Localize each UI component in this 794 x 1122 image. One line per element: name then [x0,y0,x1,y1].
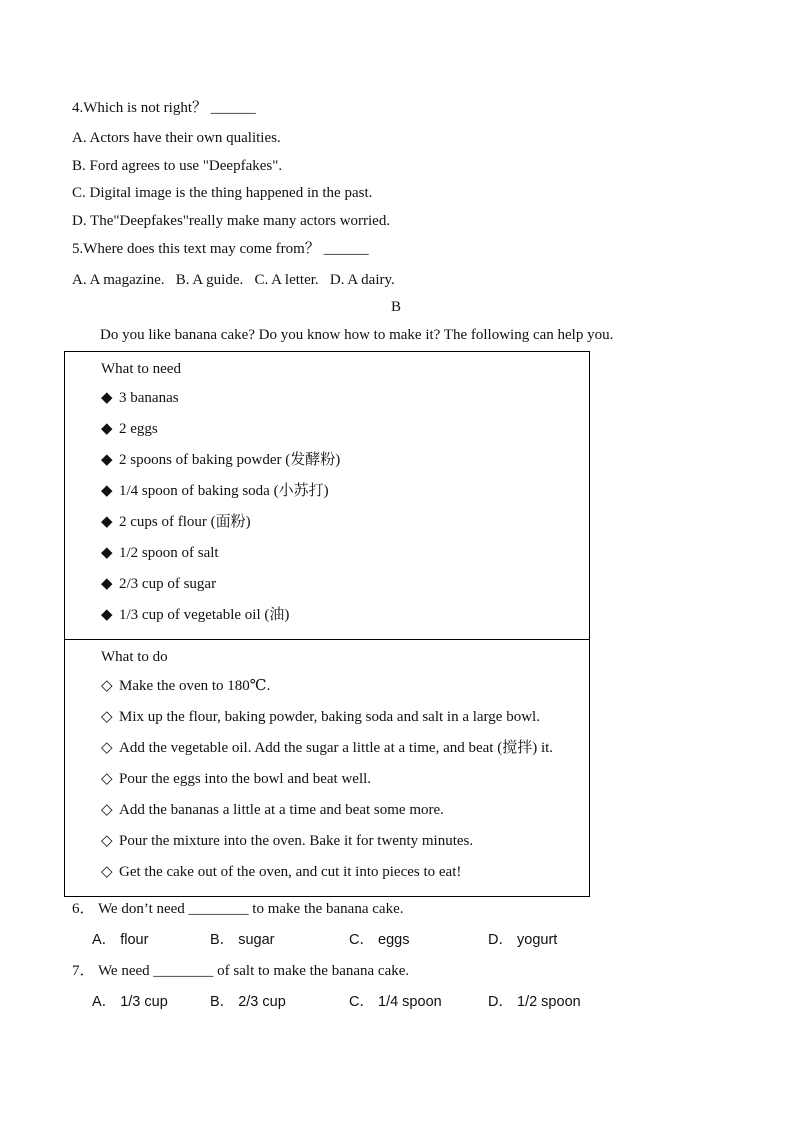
steps-heading: What to do [101,649,168,665]
q7-option-c: C． 1/4 spoon [349,994,442,1010]
step-item: ◇ Mix up the flour, baking powder, baking soda and salt in a large bowl. [101,709,540,725]
q6-option-a: A． flour [92,932,149,948]
q4-stem: 4.Which is not right？ ______ [72,100,256,116]
filled-diamond-icon: ◆ [101,545,113,561]
ingredient-item: ◆ 2 cups of flour (面粉) [101,514,251,530]
hollow-diamond-icon: ◇ [101,802,113,818]
q5-option-c: C. A letter. [254,272,319,288]
filled-diamond-icon: ◆ [101,576,113,592]
ingredient-item: ◆ 2/3 cup of sugar [101,576,217,592]
q4-option-c: C. Digital image is the thing happened in the past. [72,185,373,201]
step-item: ◇ Make the oven to 180℃. [101,678,271,694]
q7-option-b: B． 2/3 cup [210,994,286,1010]
step-item: ◇ Pour the mixture into the oven. Bake it for twenty minutes. [101,833,474,849]
q5-options [72,271,395,289]
step-item: ◇ Get the cake out of the oven, and cut it into pieces to eat! [101,864,462,880]
filled-diamond-icon: ◆ [101,421,113,437]
hollow-diamond-icon: ◇ [101,771,113,787]
ingredient-item: ◆ 2 spoons of baking powder (发酵粉) [101,452,341,468]
q6-stem: 6． We don’t need ________ to make the banana cake. [72,901,404,917]
step-item: ◇ Add the bananas a little at a time and beat some more. [101,802,444,818]
hollow-diamond-icon: ◇ [101,709,113,725]
q5-stem: 5.Where does this text may come from？ ______ [72,241,369,257]
hollow-diamond-icon: ◇ [101,864,113,880]
ingredients-box [64,351,590,640]
step-item: ◇ Add the vegetable oil. Add the sugar a little at a time, and beat (搅拌) it. [101,740,554,756]
q7-option-a: A． 1/3 cup [92,994,168,1010]
q6-option-d: D． yogurt [488,932,558,948]
q6-option-b: B． sugar [210,932,275,948]
q5-option-d: D. A dairy. [329,272,395,288]
filled-diamond-icon: ◆ [101,514,113,530]
q5-option-a: A. A magazine. [72,272,165,288]
q7-option-d: D． 1/2 spoon [488,994,581,1010]
ingredient-item: ◆ 2 eggs [101,421,158,437]
q4-option-d: D. The"Deepfakes"really make many actors worried. [72,213,391,229]
q5-option-b: B. A guide. [175,272,244,288]
hollow-diamond-icon: ◇ [101,833,113,849]
ingredient-item: ◆ 1/3 cup of vegetable oil (油) [101,607,290,623]
hollow-diamond-icon: ◇ [101,678,113,694]
q4-option-b: B. Ford agrees to use "Deepfakes". [72,158,283,174]
section-letter: B [391,299,402,315]
q7-stem: 7． We need ________ of salt to make the banana cake. [72,963,410,979]
filled-diamond-icon: ◆ [101,607,113,623]
filled-diamond-icon: ◆ [101,390,113,406]
step-item: ◇ Pour the eggs into the bowl and beat well. [101,771,372,787]
filled-diamond-icon: ◆ [101,452,113,468]
ingredient-item: ◆ 3 bananas [101,390,179,406]
ingredients-heading: What to need [101,361,181,377]
q4-option-a: A. Actors have their own qualities. [72,130,281,146]
steps-box [64,639,590,897]
filled-diamond-icon: ◆ [101,483,113,499]
hollow-diamond-icon: ◇ [101,740,113,756]
ingredient-item: ◆ 1/2 spoon of salt [101,545,219,561]
q6-option-c: C． eggs [349,932,410,948]
ingredient-item: ◆ 1/4 spoon of baking soda (小苏打) [101,483,329,499]
section-intro: Do you like banana cake? Do you know how to make it? The following can help you. [100,327,614,343]
